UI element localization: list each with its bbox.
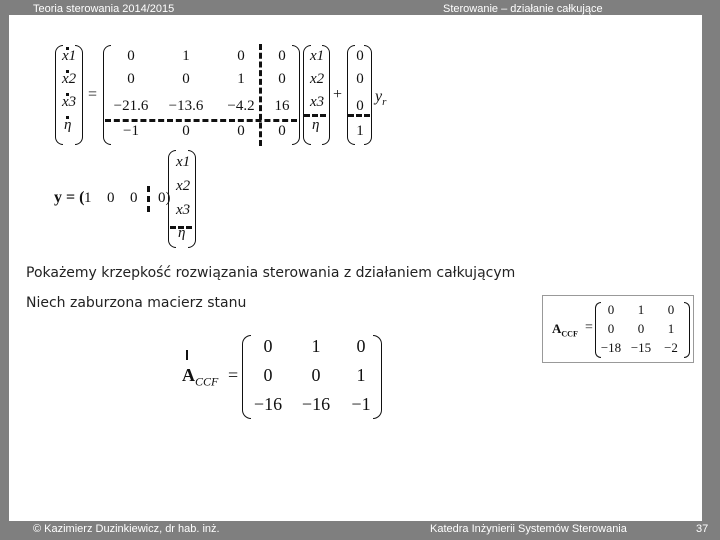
- nominal-cell: 1: [667, 321, 675, 336]
- output-partition-vertical: [147, 186, 150, 212]
- nominal-matrix-label: $A_{CCF}$: [552, 321, 578, 339]
- rhs-var-x2: x2: [310, 71, 325, 87]
- matrix-cell: 0: [127, 71, 135, 87]
- matrix-cell: 0: [182, 71, 190, 87]
- output-var-x2: x2: [176, 178, 191, 194]
- equals-sign: =: [88, 86, 98, 103]
- perturbed-equals: =: [228, 365, 239, 385]
- output-row-cell: 0: [107, 190, 115, 206]
- matrix-cell: −21.6: [113, 98, 149, 114]
- input-vector-cell: 0: [356, 48, 364, 64]
- matrix-cell: 0: [182, 123, 190, 139]
- header-slide-topic: Sterowanie – działanie całkujące: [443, 3, 603, 15]
- nominal-cell: 0: [607, 302, 615, 317]
- rhs-var-x1: x1: [310, 48, 325, 64]
- input-vector-partition: [348, 114, 370, 117]
- matrix-cell: 0: [278, 123, 286, 139]
- perturbed-cell: 1: [311, 336, 321, 356]
- state-var-x1: x1: [62, 48, 77, 64]
- matrix-cell: 16: [274, 98, 290, 114]
- footer-department: Katedra Inżynierii Systemów Sterowania: [430, 523, 627, 535]
- output-var-x1: x1: [176, 154, 191, 170]
- perturbed-cell: −16: [253, 394, 283, 414]
- page-number: 37: [696, 523, 709, 535]
- matrix-cell: 0: [278, 48, 286, 64]
- input-vector-cell: 1: [356, 123, 364, 139]
- footer-author: © Kazimierz Duzinkiewicz, dr hab. inż.: [33, 523, 220, 535]
- nominal-cell: 0: [667, 302, 675, 317]
- state-var-eta: η: [64, 117, 72, 133]
- plus-sign: +: [333, 86, 343, 103]
- input-vector-cell: 0: [356, 71, 364, 87]
- output-row-cell: 0): [158, 190, 171, 206]
- output-vector-partition: [170, 226, 192, 229]
- output-row-cell: 1: [84, 190, 92, 206]
- matrix-cell: 0: [127, 48, 135, 64]
- nominal-equals: =: [585, 320, 593, 335]
- perturbed-cell: 1: [356, 365, 366, 385]
- output-state-left-bracket: [168, 150, 176, 248]
- rhs-var-x3: x3: [310, 94, 325, 110]
- matrix-partition-vertical: [259, 44, 262, 146]
- perturbed-matrix-label: $A_{CCF}$: [182, 365, 219, 389]
- rhs-var-eta: η: [312, 117, 320, 133]
- nominal-cell: 0: [607, 321, 615, 336]
- header-course-title: Teoria sterowania 2014/2015: [33, 3, 175, 15]
- perturbed-cell: −16: [301, 394, 331, 414]
- vector-partition-horizontal: [304, 114, 326, 117]
- matrix-cell: 1: [182, 48, 190, 64]
- perturbed-cell: 0: [263, 336, 273, 356]
- matrix-cell: −4.2: [227, 98, 255, 114]
- state-derivative-right-bracket: [75, 45, 83, 145]
- matrix-cell: 1: [237, 71, 245, 87]
- nominal-cell: 1: [637, 302, 645, 317]
- tilde-mark: [186, 350, 188, 360]
- perturbed-cell: −1: [351, 394, 371, 414]
- matrix-cell: 0: [237, 48, 245, 64]
- perturbed-cell: 0: [356, 336, 366, 356]
- matrix-cell: −13.6: [168, 98, 204, 114]
- perturbed-cell: 0: [311, 365, 321, 385]
- output-row-cell: 0: [130, 190, 138, 206]
- output-var-x3: x3: [176, 202, 191, 218]
- perturbed-cell: 0: [263, 365, 273, 385]
- nominal-cell: −15: [630, 340, 652, 355]
- state-var-x2: x2: [62, 71, 77, 87]
- matrix-cell: 0: [278, 71, 286, 87]
- nominal-cell: −2: [664, 340, 678, 355]
- output-var-eta: η: [178, 225, 186, 241]
- state-var-x3: x3: [62, 94, 77, 110]
- matrix-cell: −1: [123, 123, 139, 139]
- matrix-partition-horizontal: [105, 119, 297, 122]
- robustness-intro-text: Pokażemy krzepkość rozwiązania sterowania z działaniem całkującym: [26, 265, 516, 281]
- reference-input: $y_r$: [375, 88, 387, 109]
- nominal-cell: 0: [637, 321, 645, 336]
- output-lhs: y = (: [54, 189, 85, 206]
- perturbed-matrix-text: Niech zaburzona macierz stanu: [26, 295, 247, 311]
- nominal-cell: −18: [600, 340, 622, 355]
- matrix-cell: 0: [237, 123, 245, 139]
- nominal-matrix-box: [542, 295, 694, 363]
- input-vector-cell: 0: [356, 98, 364, 114]
